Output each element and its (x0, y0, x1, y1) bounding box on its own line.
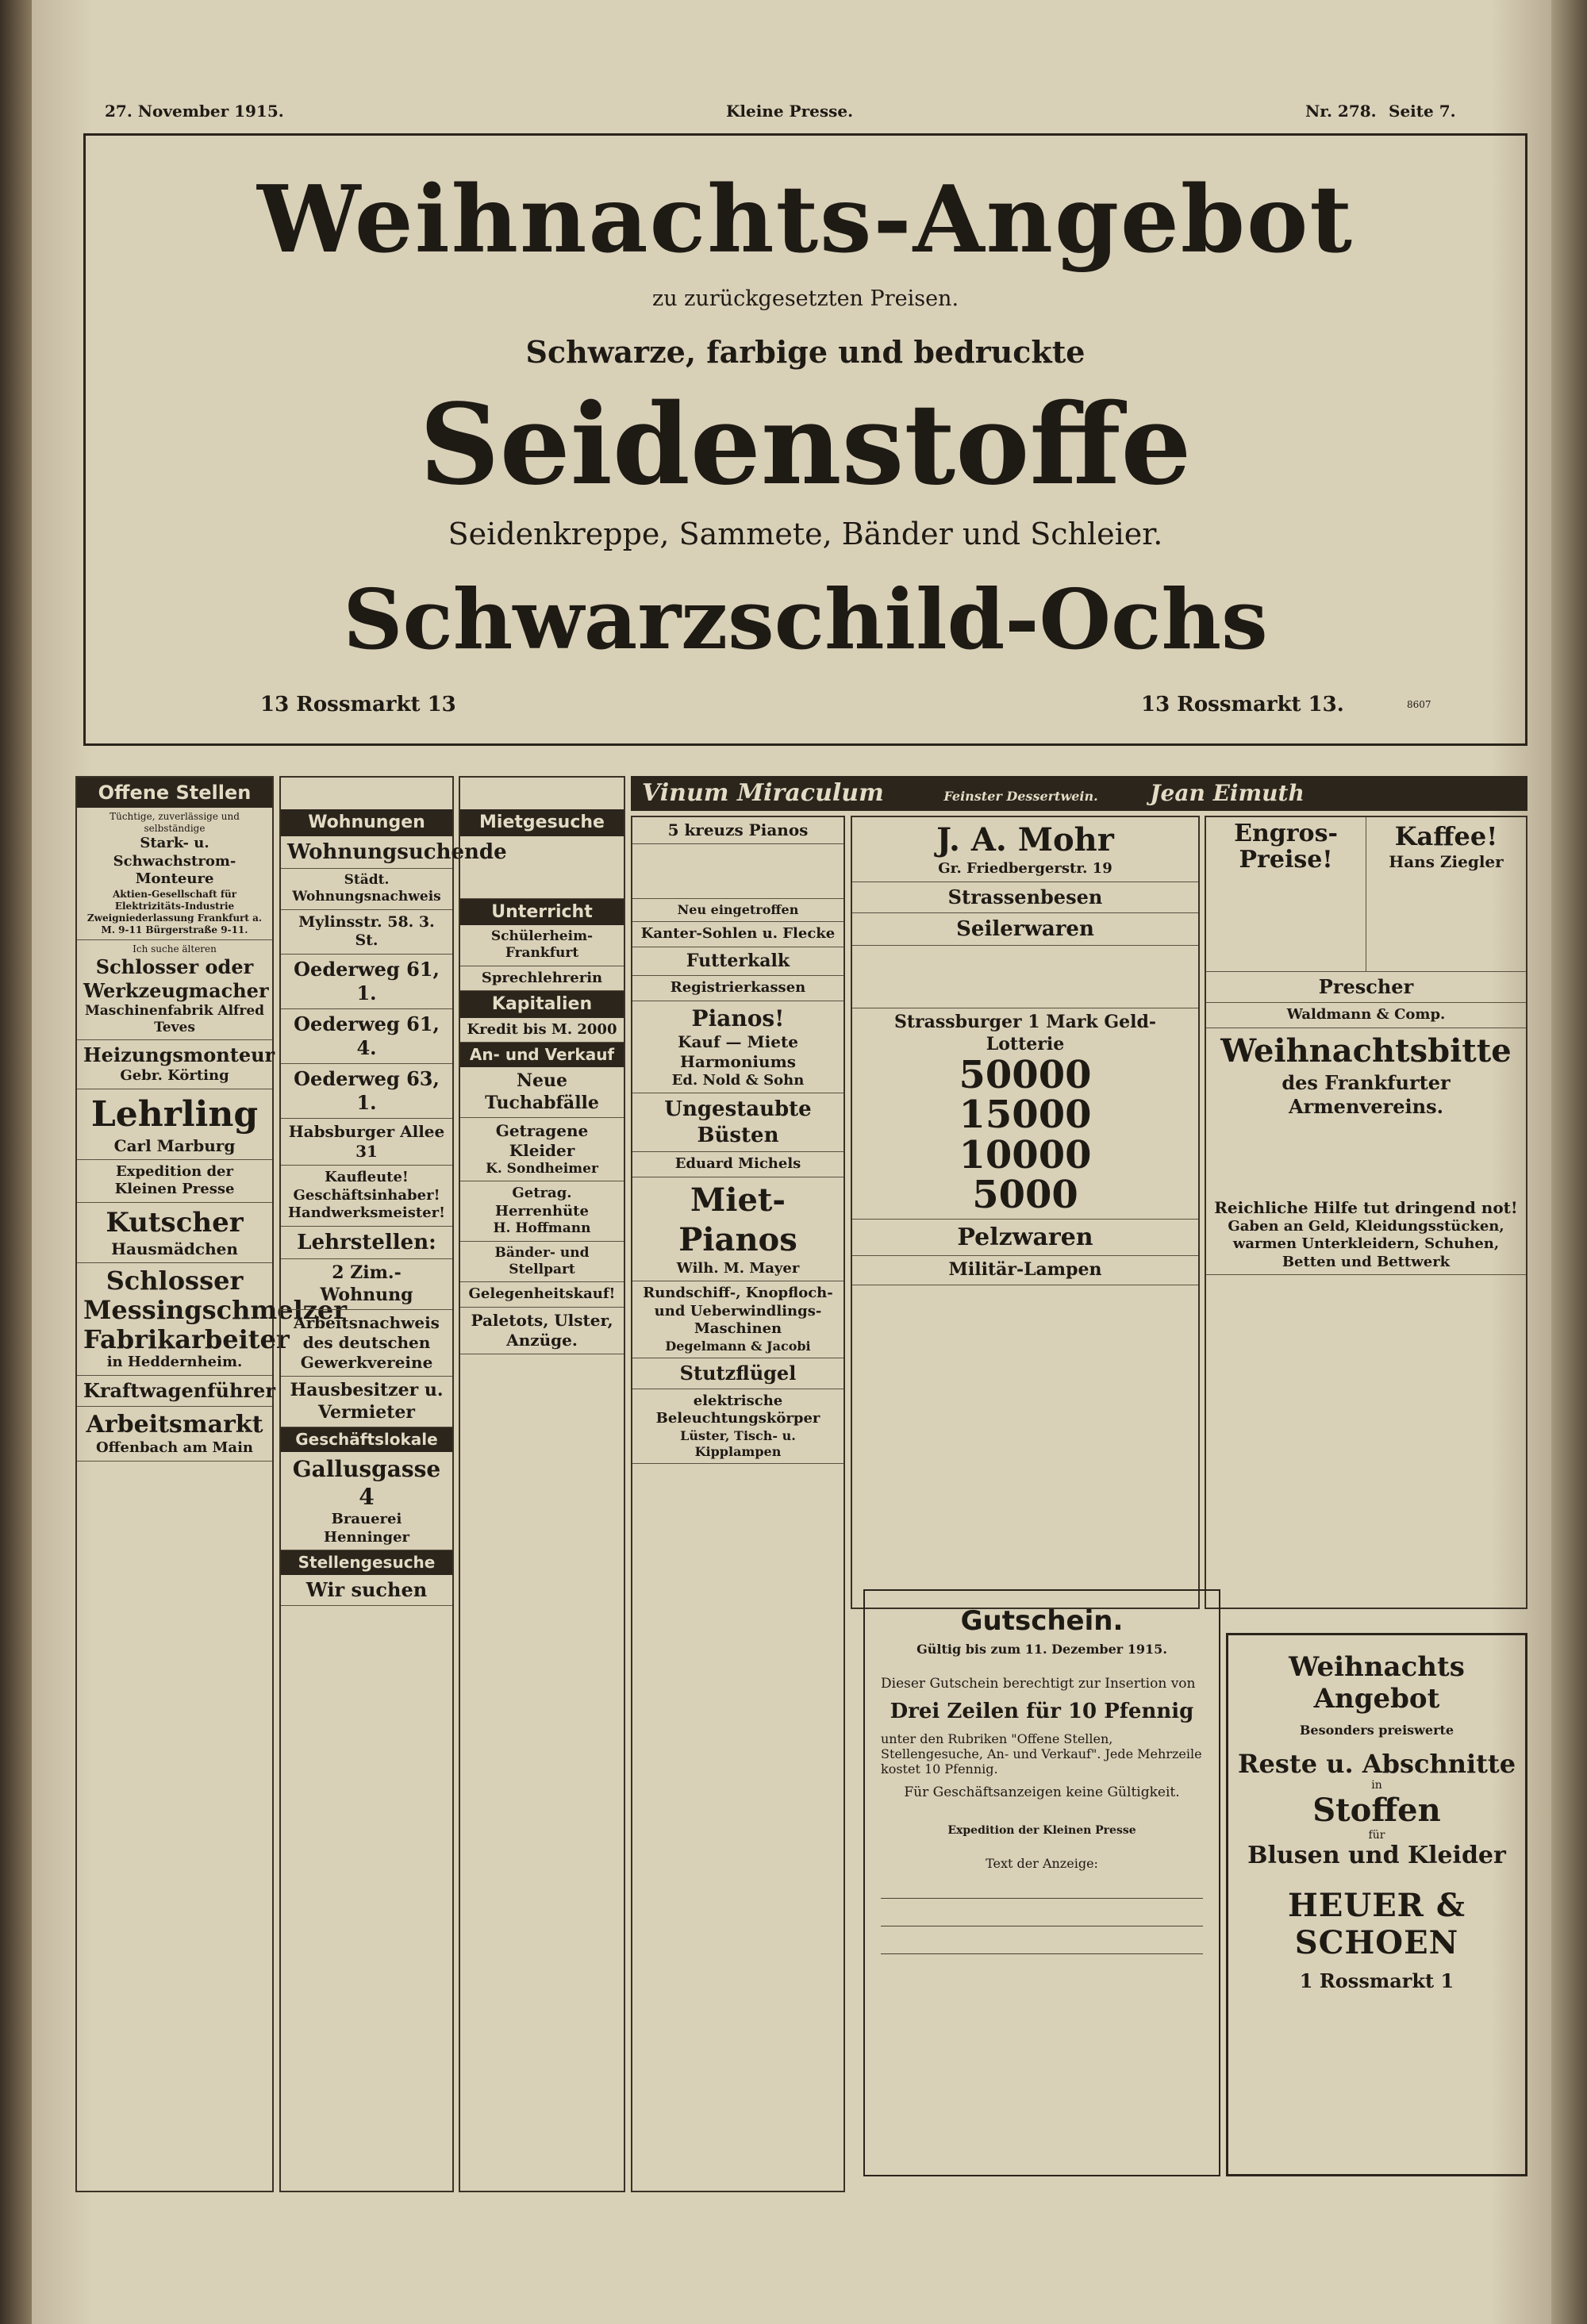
ad-sohlen: Kanter-Sohlen u. Flecke (632, 922, 843, 947)
ad-kaufleute: Kaufleute! Geschäftsinhaber! Handwerksmeister! (281, 1166, 452, 1227)
ad-heizungsmonteur: Heizungsmonteur Gebr. Körting (77, 1040, 272, 1089)
ad-heuer-schoen (1226, 1633, 1527, 2176)
banner-title: Vinum Miraculum (642, 779, 884, 807)
column-engros-weihnachtsbitte (1205, 816, 1527, 1609)
column-pianos (631, 816, 845, 2192)
main-ad-company: Schwarzschild-Ochs (343, 570, 1268, 668)
page-edge (1551, 0, 1587, 2324)
ad-schlosser: Ich suche älteren Schlosser oder Werkzeugmacher Maschinenfabrik Alfred Teves (77, 940, 272, 1041)
ad-wir-suchen: Wir suchen (281, 1575, 452, 1606)
ad-oederweg-63-1: Oederweg 63, 1. (281, 1064, 452, 1119)
ad-gewerkvereine: Arbeitsnachweis des deutschen Gewerkvereine (281, 1310, 452, 1377)
ad-beleuchtung: elektrische Beleuchtungskörper Lüster, Tisch- u. Kipplampen (632, 1389, 843, 1464)
ad-oederweg-61-4: Oederweg 61, 4. (281, 1009, 452, 1064)
ad-maschinen: Rundschiff-, Knopfloch- und Ueberwindlings-Maschinen Degelmann & Jacobi (632, 1281, 843, 1358)
section-title-an-und-verkauf: An- und Verkauf (460, 1043, 624, 1067)
page-binding (0, 0, 32, 2324)
coupon-line-1 (881, 1898, 1203, 1899)
ad-getragene-kleider: Getragene Kleider K. Sondheimer (460, 1118, 624, 1181)
ad-weihnachtsbitte: Weihnachtsbitte des Frankfurter Armenvereins. Reichliche Hilfe tut dringend not! Gaben an Geld, Kleidungsstücken, warmen Unterkleidern, Schuhen, Betten und Bettwerk (1206, 1028, 1526, 1276)
ad-wohnungsuchende: Wohnungsuchende (281, 836, 452, 870)
ad-prescher: Prescher (1206, 972, 1526, 1003)
coupon-price: Drei Zeilen für 10 Pfennig (890, 1700, 1194, 1723)
ad-futterkalk: Futterkalk (632, 947, 843, 977)
ad-mylinsstrasse: Mylinsstr. 58. 3. St. (281, 910, 452, 955)
heuer-address: 1 Rossmarkt 1 (1299, 1969, 1454, 1992)
column-mietgesuche (459, 776, 625, 2192)
ad-filler-1 (632, 844, 843, 899)
section-title-offene-stellen: Offene Stellen (77, 778, 272, 808)
header-page-number: Seite 7. (1389, 102, 1456, 121)
column-offene-stellen (75, 776, 348, 2192)
coupon-gutschein (863, 1589, 1220, 2176)
ad-monteure: Tüchtige, zuverlässige und selbständige Stark- u. Schwachstrom-Monteure Aktien-Gesellschaft für Elektrizitäts-Industrie Zweigniederlassung Frankfurt a. M. 9-11 Bürgerstraße 9-11. (77, 808, 272, 940)
header-date: 27. November 1915. (105, 102, 284, 121)
ad-stutzfluegel: Stutzflügel (632, 1358, 843, 1389)
ad-militaer-lampen: Militär-Lampen (852, 1256, 1198, 1285)
ad-kraftwagenfuehrer: Kraftwagenführer (77, 1376, 272, 1407)
main-ad-line: Schwarze, farbige und bedruckte (525, 334, 1086, 370)
ad-baender: Bänder- und Stellpart (460, 1242, 624, 1283)
ad-seilerwaren: Seilerwaren (852, 913, 1198, 947)
ad-expedition: Expedition der Kleinen Presse (77, 1160, 272, 1203)
section-title-kapitalien: Kapitalien (460, 991, 624, 1018)
ad-row-engros-kaffee (1206, 817, 1526, 972)
section-title-unterricht: Unterricht (460, 899, 624, 926)
ad-mietgesuch-text (460, 836, 624, 899)
coupon-text-2: unter den Rubriken "Offene Stellen, Stellengesuche, An- und Verkauf". Jede Mehrzeile kostet 10 Pfennig. (881, 1731, 1202, 1777)
ad-fabrikarbeiter: Schlosser Messingschmelzer Fabrikarbeiter in Heddernheim. (77, 1263, 272, 1376)
section-title-geschaeftslokale: Geschäftslokale (281, 1427, 452, 1452)
ad-lehrstellen: Lehrstellen: (281, 1227, 452, 1260)
ad-paletots: Paletots, Ulster, Anzüge. (460, 1308, 624, 1354)
coupon-text-3: Für Geschäftsanzeigen keine Gültigkeit. (904, 1784, 1180, 1800)
ad-kredit: Kredit bis M. 2000 (460, 1018, 624, 1043)
ad-gallusgasse: Gallusgasse 4 Brauerei Henninger (281, 1452, 452, 1550)
ad-sprechlehrerin: Sprechlehrerin (460, 966, 624, 992)
ad-buesten: Ungestaubte Büsten (632, 1093, 843, 1152)
main-ad-product: Seidenstoffe (419, 380, 1192, 510)
coupon-expedition: Expedition der Kleinen Presse (947, 1824, 1136, 1837)
coupon-validity: Gültig bis zum 11. Dezember 1915. (916, 1642, 1167, 1657)
ad-strassenbesen: Strassenbesen (852, 882, 1198, 913)
heuer-company: HEUER & SCHOEN (1288, 1887, 1466, 1961)
ad-waldmann: Waldmann & Comp. (1206, 1003, 1526, 1028)
ad-lehrling: Lehrling Carl Marburg (77, 1089, 272, 1160)
banner-brand: Jean Eimuth (1150, 780, 1305, 806)
main-ad-title: Weihnachts-Angebot (257, 166, 1354, 274)
ad-hausbesitzer: Hausbesitzer u. Vermieter (281, 1377, 452, 1427)
ad-schuelerheim: Schülerheim-Frankfurt (460, 925, 624, 966)
section-title-wohnungen: Wohnungen (281, 809, 452, 836)
main-advertisement (83, 133, 1527, 746)
ad-kaffee: Kaffee! Hans Ziegler (1389, 821, 1504, 871)
vinum-miraculum-banner (631, 776, 1527, 811)
ad-gelegenheitskauf: Gelegenheitskauf! (460, 1282, 624, 1308)
column-mohr-lotterie (851, 816, 1200, 1609)
banner-subtitle: Feinster Dessertwein. (943, 789, 1098, 804)
coupon-text-1: Dieser Gutschein berechtigt zur Insertion von (881, 1676, 1196, 1692)
coupon-line-3 (881, 1953, 1203, 1954)
ad-mohr: J. A. Mohr Gr. Friedbergerstr. 19 (852, 817, 1198, 882)
newspaper-page (32, 0, 1551, 2324)
main-ad-code: 8607 (1407, 699, 1431, 710)
main-ad-address-left: 13 Rossmarkt 13 (260, 693, 456, 716)
ad-kutscher: Kutscher Hausmädchen (77, 1203, 272, 1264)
heuer-stoffen: Stoffen (1312, 1792, 1441, 1829)
section-title-stellengesuche: Stellengesuche (281, 1550, 452, 1575)
coupon-title: Gutschein. (960, 1605, 1124, 1637)
ad-pianos-kreuzs: 5 kreuzs Pianos (632, 817, 843, 844)
heuer-blusen: Blusen und Kleider (1247, 1842, 1506, 1869)
ad-michels: Eduard Michels (632, 1152, 843, 1177)
ad-oederweg-61-1: Oederweg 61, 1. (281, 955, 452, 1009)
heuer-reste: Reste u. Abschnitte (1237, 1749, 1516, 1779)
main-ad-address-right: 13 Rossmarkt 13. (1141, 693, 1344, 716)
column-wohnungen (279, 776, 507, 2192)
ad-pianos-nold: Pianos! Kauf — Miete Harmoniums Ed. Nold & Sohn (632, 1001, 843, 1094)
ad-neu-eingetroffen: Neu eingetroffen (632, 899, 843, 922)
heuer-in: in (1371, 1779, 1382, 1792)
main-ad-details: Seidenkreppe, Sammete, Bänder und Schleier. (448, 517, 1163, 551)
ad-2-zim-wohnung: 2 Zim.-Wohnung (281, 1259, 452, 1310)
section-title-mietgesuche: Mietgesuche (460, 809, 624, 836)
ad-herrenhuete: Getrag. Herrenhüte H. Hoffmann (460, 1181, 624, 1241)
heuer-fuer: für (1368, 1829, 1385, 1842)
ad-habsburger-allee: Habsburger Allee 31 (281, 1119, 452, 1166)
ad-pelzwaren: Pelzwaren (852, 1220, 1198, 1257)
ad-staedt-wohnungsnachweis: Städt. Wohnungsnachweis (281, 869, 452, 910)
ad-miet-pianos: Miet-Pianos Wilh. M. Mayer (632, 1177, 843, 1282)
header-paper-name: Kleine Presse. (726, 102, 854, 121)
ad-engros: Engros-Preise! (1206, 817, 1366, 971)
ad-registrierkassen: Registrierkassen (632, 976, 843, 1001)
main-ad-subtitle: zu zurückgesetzten Preisen. (651, 286, 959, 311)
heuer-title: Weihnachts Angebot (1289, 1651, 1465, 1715)
coupon-text-label: Text der Anzeige: (986, 1856, 1098, 1871)
heuer-sub: Besonders preiswerte (1299, 1723, 1454, 1738)
ad-tuchabfaelle: Neue Tuchabfälle (460, 1067, 624, 1118)
ad-filler-2 (852, 946, 1198, 1008)
header-issue-number: Nr. 278. (1305, 102, 1377, 121)
ad-arbeitsmarkt: Arbeitsmarkt Offenbach am Main (77, 1407, 272, 1462)
ad-geld-lotterie: Strassburger 1 Mark Geld-Lotterie 50000 15000 10000 5000 (852, 1008, 1198, 1220)
